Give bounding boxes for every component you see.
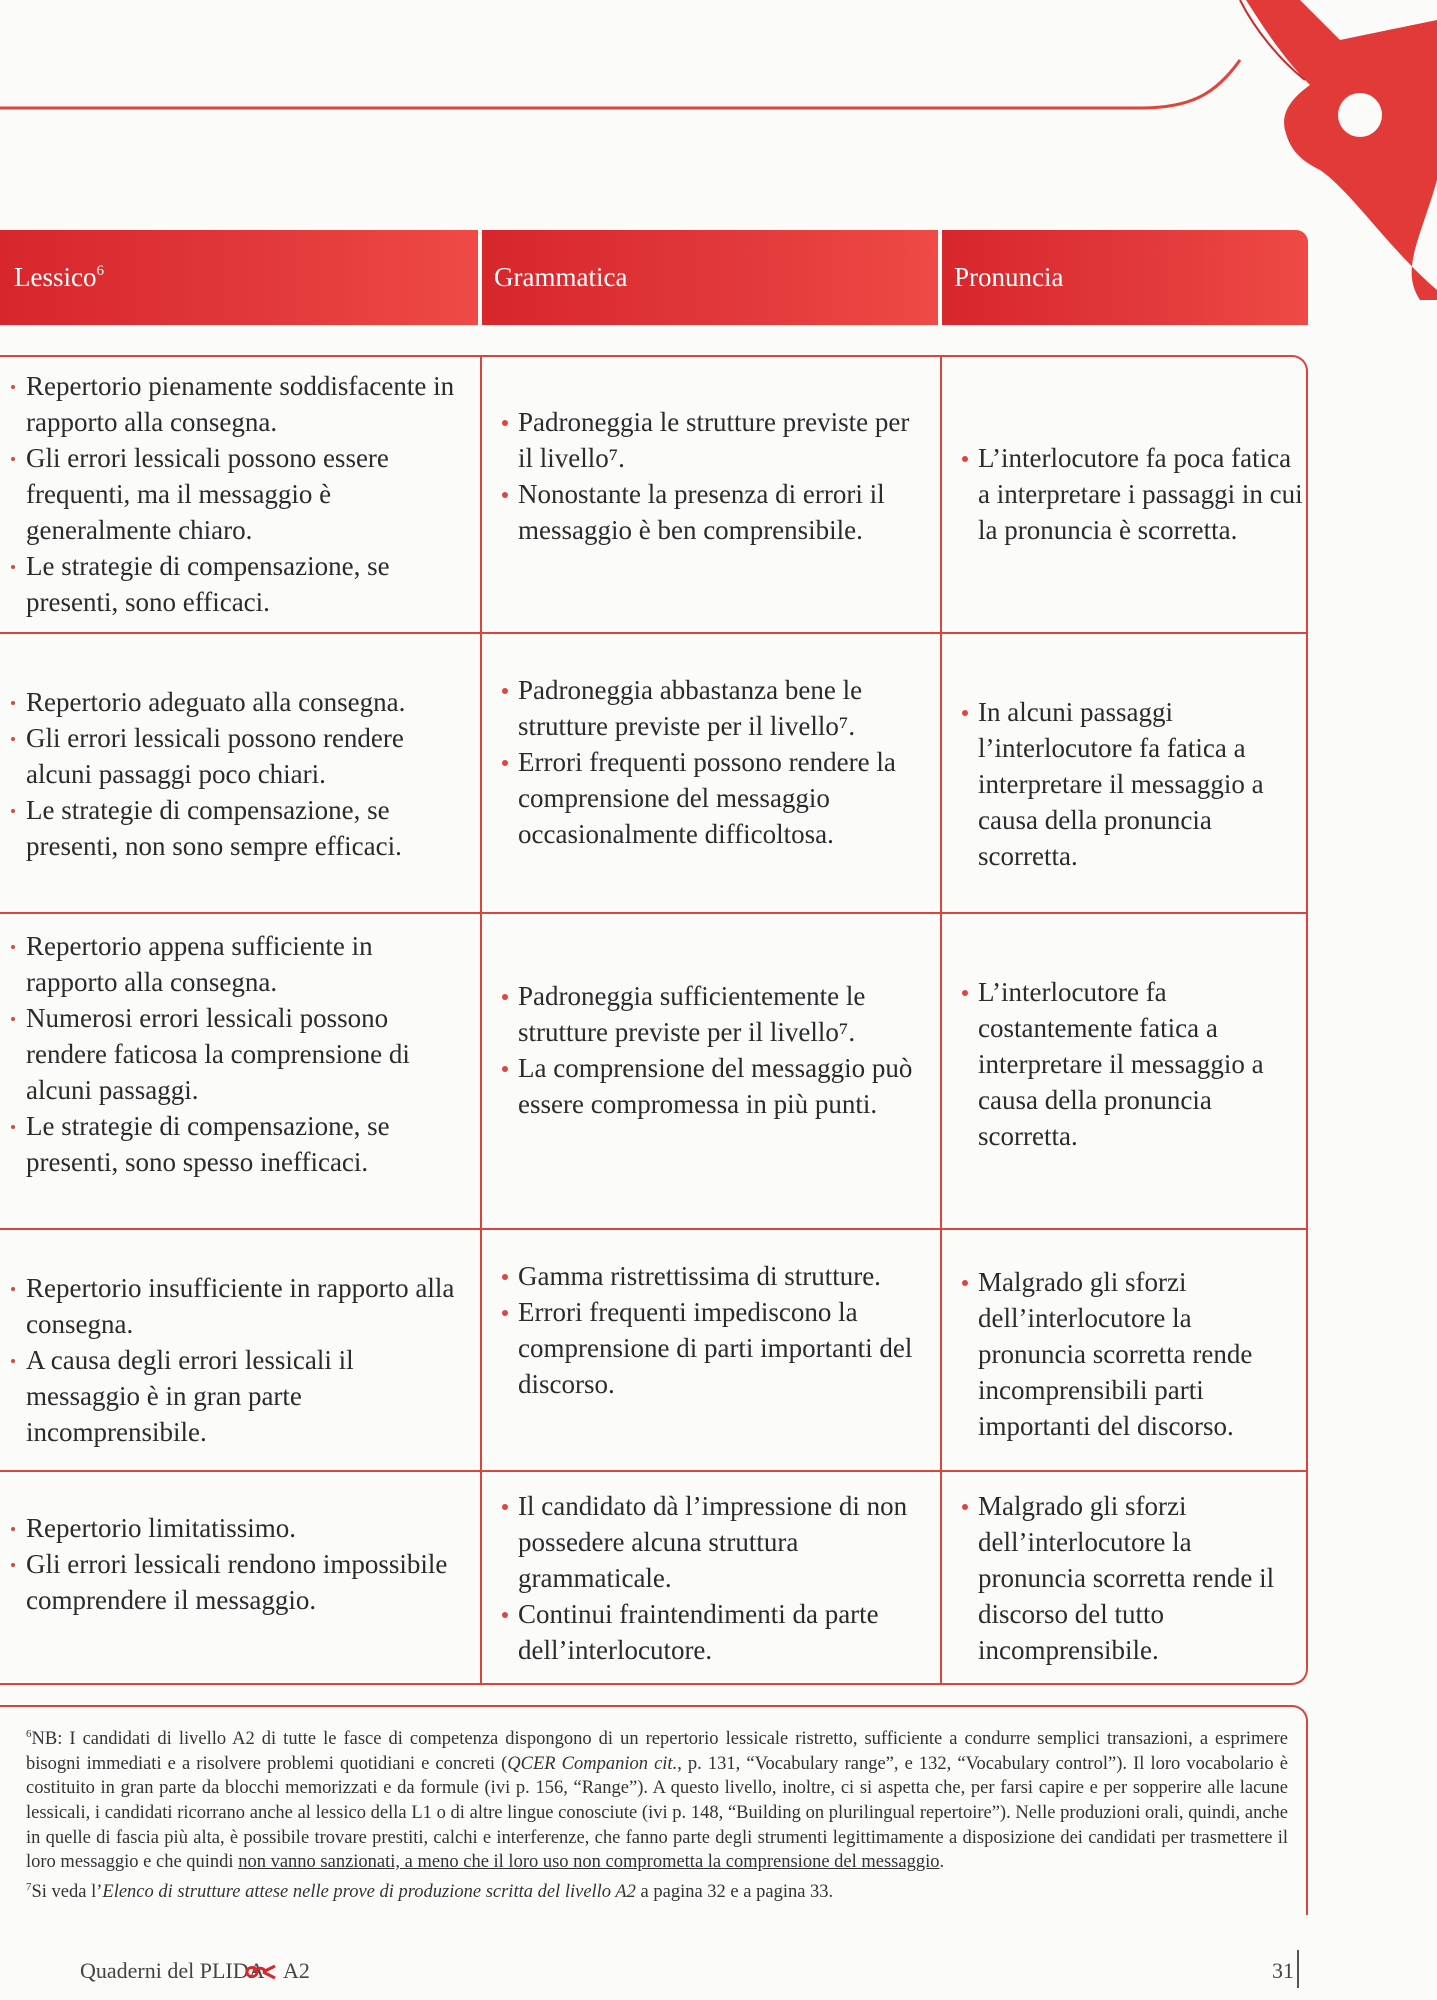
- cell-pronuncia-row-2: [978, 694, 1304, 874]
- citation: QCER Companion cit.: [507, 1753, 678, 1774]
- footnote-text: NB: I candidati di livello A2 di tutte le fasce di competenza dispongono di un repertorio lessicale ristretto, sufficiente a condurre semplici transazioni, a esprimere bisogni immediati e a risolvere problemi quotidiani e concreti (: [26, 1729, 1288, 1774]
- header-label: Lessico: [14, 262, 97, 292]
- emphasis: non vanno sanzionati, a meno che il loro uso non comprometta la comprensione del messaggio: [238, 1852, 940, 1873]
- footnote-7: [26, 1875, 1288, 1905]
- cell-grammatica-row-1: [518, 404, 928, 548]
- list-item: La comprensione del messaggio può essere compromessa in più punti.: [518, 1050, 928, 1122]
- list-item: In alcuni passaggi l’interlocutore fa fatica a interpretare il messaggio a causa della pronuncia scorretta.: [978, 694, 1304, 874]
- cell-lessico-row-2: [26, 684, 466, 864]
- cell-lessico-row-5: [26, 1510, 466, 1618]
- row-divider: [0, 1228, 1306, 1230]
- list-item: Errori frequenti impediscono la comprensione di parti importanti del discorso.: [518, 1294, 928, 1402]
- footnote-text: .: [939, 1852, 945, 1873]
- row-divider: [0, 632, 1306, 634]
- footnote-text: , p. 131, “Vocabulary range”, e 132, “Vocabulary control”). Il loro vocabolario è costituito in gran parte da blocchi memorizzati e da formule (ivi p. 156, “Range”). A questo livello, inoltre, ci si aspetta che, per farsi capire e per sopperire alle lacune lessicali, i candidati ricorrano anche al lessico della L1 o di altre lingue conosciute (ivi p. 148, “Building on plurilingual repertoire”). Nelle produzioni orali, quindi, anche in quelle di fascia più alta, è possibile trovare prestiti, calchi e interferenze, che fanno parte degli strumenti legittimamente a disposizione dei candidati per trasmettere il loro messaggio e che quindi: [26, 1753, 1288, 1873]
- cell-grammatica-row-3: [518, 978, 928, 1122]
- citation: Elenco di strutture attese nelle prove di produzione scritta del livello A2: [102, 1881, 636, 1902]
- list-item: L’interlocutore fa costantemente fatica a interpretare il messaggio a causa della pronuncia scorretta.: [978, 974, 1304, 1154]
- plida-logo-icon: [245, 1964, 279, 1980]
- list-item: Repertorio appena sufficiente in rapporto alla consegna.: [26, 928, 466, 1000]
- list-item: L’interlocutore fa poca fatica a interpretare i passaggi in cui la pronuncia è scorretta.: [978, 440, 1304, 548]
- footnotes: [26, 1722, 1288, 1904]
- list-item: Repertorio insufficiente in rapporto alla consegna.: [26, 1270, 466, 1342]
- list-item: Le strategie di compensazione, se presenti, non sono sempre efficaci.: [26, 792, 466, 864]
- header-label: Pronuncia: [954, 262, 1064, 292]
- list-item: Repertorio adeguato alla consegna.: [26, 684, 466, 720]
- list-item: Padroneggia le strutture previste per il livello⁷.: [518, 404, 928, 476]
- column-divider: [940, 355, 942, 1685]
- cell-grammatica-row-4: [518, 1258, 928, 1402]
- list-item: Nonostante la presenza di errori il messaggio è ben comprensibile.: [518, 476, 928, 548]
- list-item: Gli errori lessicali rendono impossibile comprendere il messaggio.: [26, 1546, 466, 1618]
- list-item: Padroneggia abbastanza bene le strutture previste per il livello⁷.: [518, 672, 928, 744]
- list-item: A causa degli errori lessicali il messaggio è in gran parte incomprensibile.: [26, 1342, 466, 1450]
- list-item: Continui fraintendimenti da parte dell’interlocutore.: [518, 1596, 928, 1668]
- list-item: Padroneggia sufficientemente le strutture previste per il livello⁷.: [518, 978, 928, 1050]
- footnote-text: a pagina 32 e a pagina 33.: [635, 1881, 834, 1902]
- cell-grammatica-row-5: [518, 1488, 928, 1668]
- footnote-text: Si veda l’: [31, 1881, 103, 1902]
- list-item: Malgrado gli sforzi dell’interlocutore la pronuncia scorretta rende il discorso del tutto incomprensibile.: [978, 1488, 1304, 1668]
- footer-level: A2: [283, 1958, 310, 1983]
- footer-title: Quaderni del PLIDA: [80, 1958, 265, 1983]
- list-item: Malgrado gli sforzi dell’interlocutore la pronuncia scorretta rende incomprensibili parti importanti del discorso.: [978, 1264, 1304, 1444]
- header-pronuncia: [942, 230, 1308, 325]
- page-number-rule: [1297, 1950, 1299, 1988]
- cell-lessico-row-4: [26, 1270, 466, 1450]
- page-number: 31: [1272, 1958, 1294, 1983]
- footnote-6: [26, 1722, 1288, 1875]
- cell-pronuncia-row-1: [978, 440, 1304, 548]
- header-label: Grammatica: [494, 262, 628, 292]
- row-divider: [0, 1470, 1306, 1472]
- header-grammatica: [482, 230, 938, 325]
- footnote-number: 7: [26, 1880, 32, 1893]
- row-divider: [0, 912, 1306, 914]
- list-item: Le strategie di compensazione, se presenti, sono spesso inefficaci.: [26, 1108, 466, 1180]
- cell-lessico-row-1: [26, 368, 466, 620]
- list-item: Gli errori lessicali possono essere frequenti, ma il messaggio è generalmente chiaro.: [26, 440, 466, 548]
- list-item: Numerosi errori lessicali possono rendere faticosa la comprensione di alcuni passaggi.: [26, 1000, 466, 1108]
- list-item: Le strategie di compensazione, se presenti, sono efficaci.: [26, 548, 466, 620]
- cell-pronuncia-row-3: [978, 974, 1304, 1154]
- footnote-ref: 6: [96, 263, 104, 279]
- column-divider: [480, 355, 482, 1685]
- list-item: Gli errori lessicali possono rendere alcuni passaggi poco chiari.: [26, 720, 466, 792]
- list-item: Gamma ristrettissima di strutture.: [518, 1258, 928, 1294]
- cell-grammatica-row-2: [518, 672, 928, 852]
- list-item: Repertorio pienamente soddisfacente in rapporto alla consegna.: [26, 368, 466, 440]
- list-item: Repertorio limitatissimo.: [26, 1510, 466, 1546]
- cell-lessico-row-3: [26, 928, 466, 1180]
- cell-pronuncia-row-5: [978, 1488, 1304, 1668]
- header-lessico: [0, 230, 478, 325]
- list-item: Errori frequenti possono rendere la comprensione del messaggio occasionalmente difficoltosa.: [518, 744, 928, 852]
- list-item: Il candidato dà l’impressione di non possedere alcuna struttura grammaticale.: [518, 1488, 928, 1596]
- cell-pronuncia-row-4: [978, 1264, 1304, 1444]
- footnote-number: 6: [26, 1728, 32, 1740]
